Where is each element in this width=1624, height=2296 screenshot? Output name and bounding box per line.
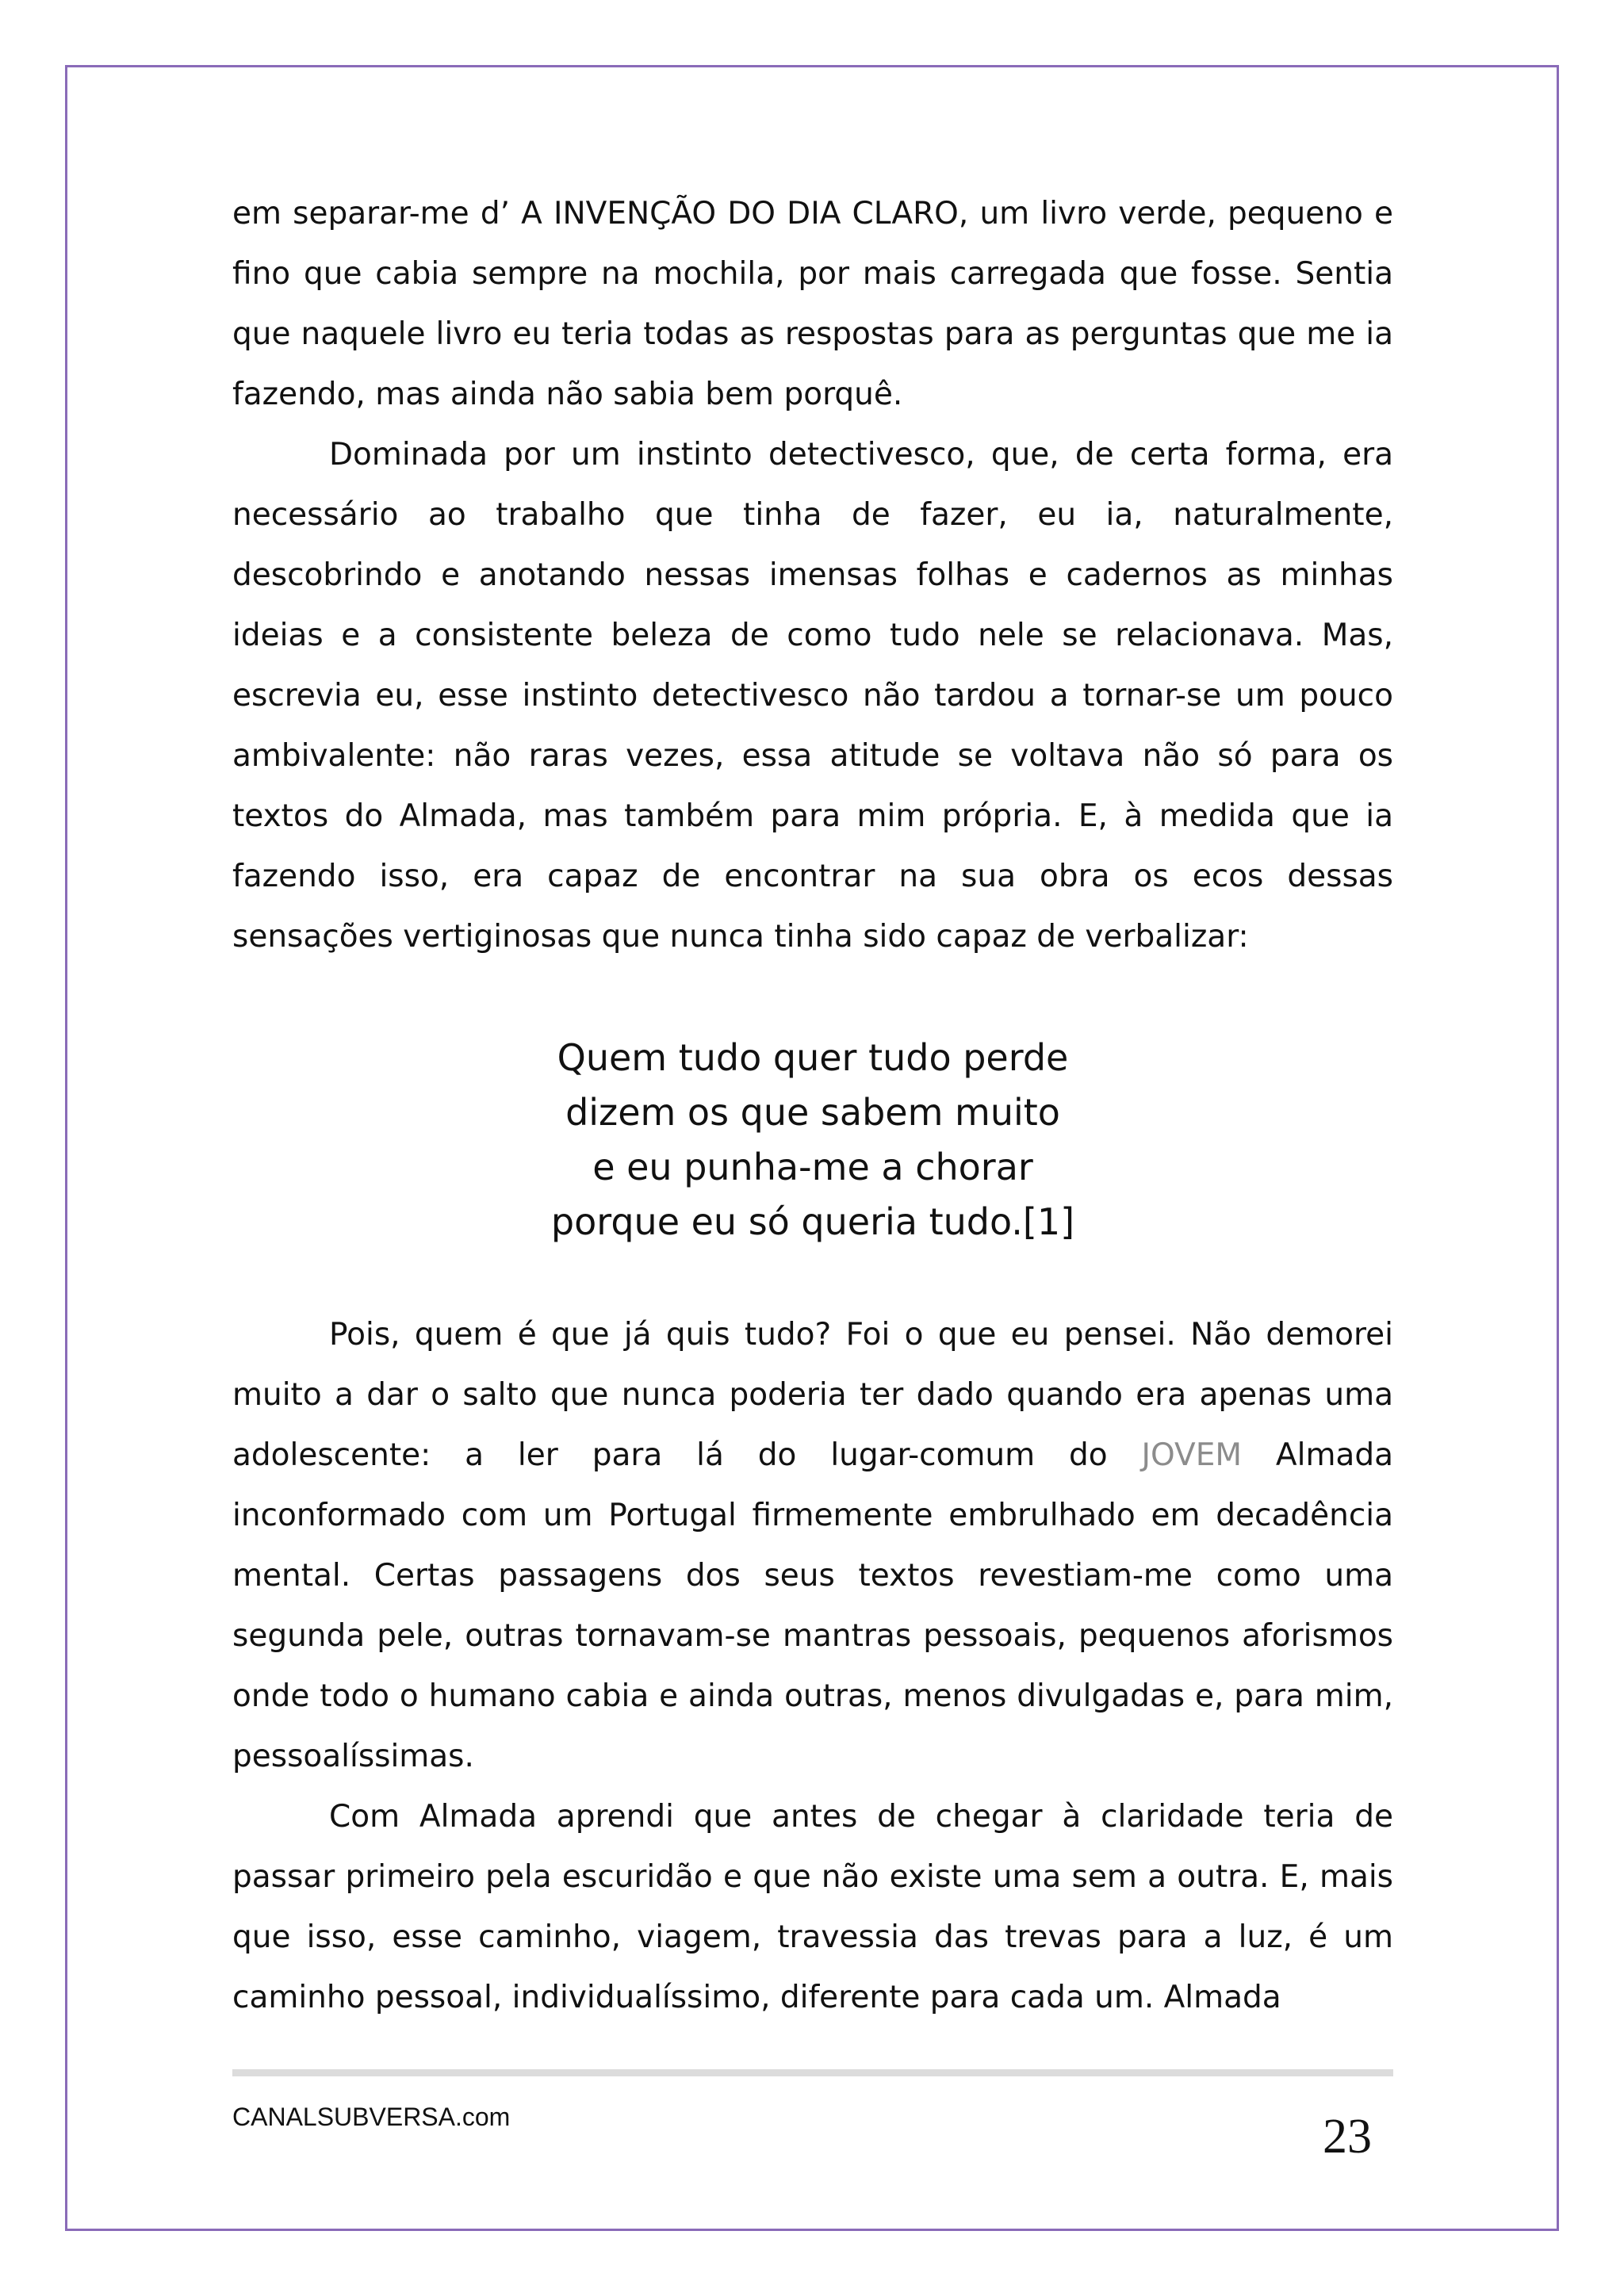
poem-line: dizem os que sabem muito [565, 1091, 1060, 1134]
highlighted-word: JOVEM [1141, 1437, 1243, 1473]
poem-quote [232, 1031, 1393, 1249]
paragraph-3-text-b: Almada inconformado com um Portugal firmemente embrulhado em decadência mental. Certas passagens dos seus textos revestiam-me como uma segunda pele, outras tornavam-se mantras pessoais, pequenos aforismos onde todo o humano cabia e ainda outras, menos divulgadas e, para mim, pessoalíssimas. [232, 1437, 1393, 1774]
footer-site-name: CANALSUBVERSA.com [232, 2103, 511, 2131]
page-body [232, 184, 1393, 2028]
poem-line: Quem tudo quer tudo perde [557, 1036, 1069, 1079]
page-number: 23 [1323, 2110, 1372, 2164]
footer-divider [232, 2069, 1393, 2076]
paragraph-4: Com Almada aprendi que antes de chegar à claridade teria de passar primeiro pela escuridão e que não existe uma sem a outra. E, mais que isso, esse caminho, viagem, travessia das trevas para a luz, é um caminho pessoal, individualíssimo, diferente para cada um. Almada [232, 1799, 1393, 2015]
paragraph-1: em separar-me d’ A INVENÇÃO DO DIA CLARO, um livro verde, pequeno e fino que cabia sempre na mochila, por mais carregada que fosse. Sentia que naquele livro eu teria todas as respostas para as perguntas que me ia fazendo, mas ainda não sabia bem porquê. [232, 196, 1393, 412]
poem-line: porque eu só queria tudo.[1] [550, 1200, 1075, 1243]
paragraph-3 [232, 1305, 1393, 1787]
poem-line: e eu punha-me a chorar [592, 1146, 1033, 1188]
paragraph-2: Dominada por um instinto detectivesco, que, de certa forma, era necessário ao trabalho que tinha de fazer, eu ia, naturalmente, descobrindo e anotando nessas imensas folhas e cadernos as minhas ideias e a consistente beleza de como tudo nele se relacionava. Mas, escrevia eu, esse instinto detectivesco não tardou a tornar-se um pouco ambivalente: não raras vezes, essa atitude se voltava não só para os textos do Almada, mas também para mim própria. E, à medida que ia fazendo isso, era capaz de encontrar na sua obra os ecos dessas sensações vertiginosas que nunca tinha sido capaz de verbalizar: [232, 437, 1393, 955]
paragraph-3-text-a: Pois, quem é que já quis tudo? Foi o que eu pensei. Não demorei muito a dar o salto que nunca poderia ter dado quando era apenas uma adolescente: a ler para lá do lugar-comum do [232, 1317, 1393, 1473]
